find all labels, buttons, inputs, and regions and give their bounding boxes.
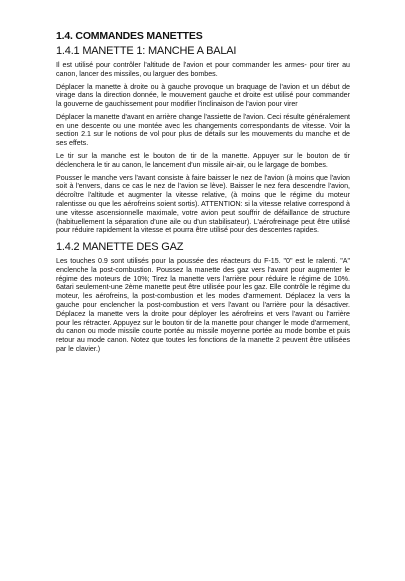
paragraph: Les touches 0.9 sont utilisés pour la poussée des réacteurs du F-15. "0" est le ralenti. "A" enclenche la post-combustion. Poussez la manette des gaz vers l'avant pour augmenter le régime des moteurs de 10%; Tirez la manette vers l'arrière pour réduire le régime de 10%. 6atari seulement-une 2ème manette peut être utilisée pour les gaz. Elle contrôle le régime du moteur, les aérofreins, la post-combustion et les modes d'armement. Déplacez la vers la gauche pour enclencher la post-combustion et vers l'avant ou l'arrière pour la désactiver. Déplacez la manette vers la droite pour déployer les aérofreins et vers l'avant ou l'arrière pour les rétracter. Appuyez sur le bouton tir de la manette pour changer le mode d'armement, du canon ou mode missile courte portée au missile moyenne portée au mode bombe et puis retour au mode canon. Notez que toutes les fonctions de la manette 2 peuvent être utilisées par le clavier.) bbox=[56, 257, 350, 353]
subsection-title-throttle: 1.4.2 MANETTE DES GAZ bbox=[56, 241, 184, 254]
paragraph: Déplacer la manette à droite ou à gauche provoque un braquage de l'avion et un début de virage dans la direction donnée, le mouvement gauche et droite est utilisé pour commander la gouverne de gauchissement pour modifier l'inclinaison de l'avion pour virer bbox=[56, 82, 350, 109]
section-title: 1.4. COMMANDES MANETTES bbox=[56, 30, 203, 42]
paragraph: Pousser le manche vers l'avant consiste à faire baisser le nez de l'avion (à moins que l'avion soit à l'envers, dans ce cas le nez de l'avion se lève). Baisser le nez fera descendre l'avion, décroître l'altitude et augmenter la vitesse relative, (à moins que le régime du moteur ralentisse ou que les aérofreins soient sortis). ATTENTION: si la vitesse relative correspond à une vitesse ascensionnelle maximale, votre avion peut souffrir de défaillance de structure (habituellement la séparation d'une aile ou d'un stabilisateur). L'aérofreinage peut être utilisé pour réduire rapidement la vitesse et pourra être utilisé pour des descentes rapides. bbox=[56, 173, 350, 235]
paragraph: Il est utilisé pour contrôler l'altitude de l'avion et pour commander les armes- pour tirer au canon, lancer des missiles, ou larguer des bombes. bbox=[56, 61, 350, 78]
page-content bbox=[56, 30, 350, 358]
paragraph: Déplacer la manette d'avant en arrière change l'assiette de l'avion. Ceci résulte généralement en une descente ou une montée avec les changements correspondants de vitesse. Voir la section 2.1 sur le notions de vol pour plus de détails sur les mouvements du manche et de ses effets. bbox=[56, 112, 350, 148]
paragraph: Le tir sur la manche est le bouton de tir de la manette. Appuyer sur le bouton de tir déclenchera le tir au canon, le lancement d'un missile air-air, ou le largage de bombes. bbox=[56, 152, 350, 169]
subsection-title-joystick: 1.4.1 MANETTE 1: MANCHE A BALAI bbox=[56, 45, 237, 57]
